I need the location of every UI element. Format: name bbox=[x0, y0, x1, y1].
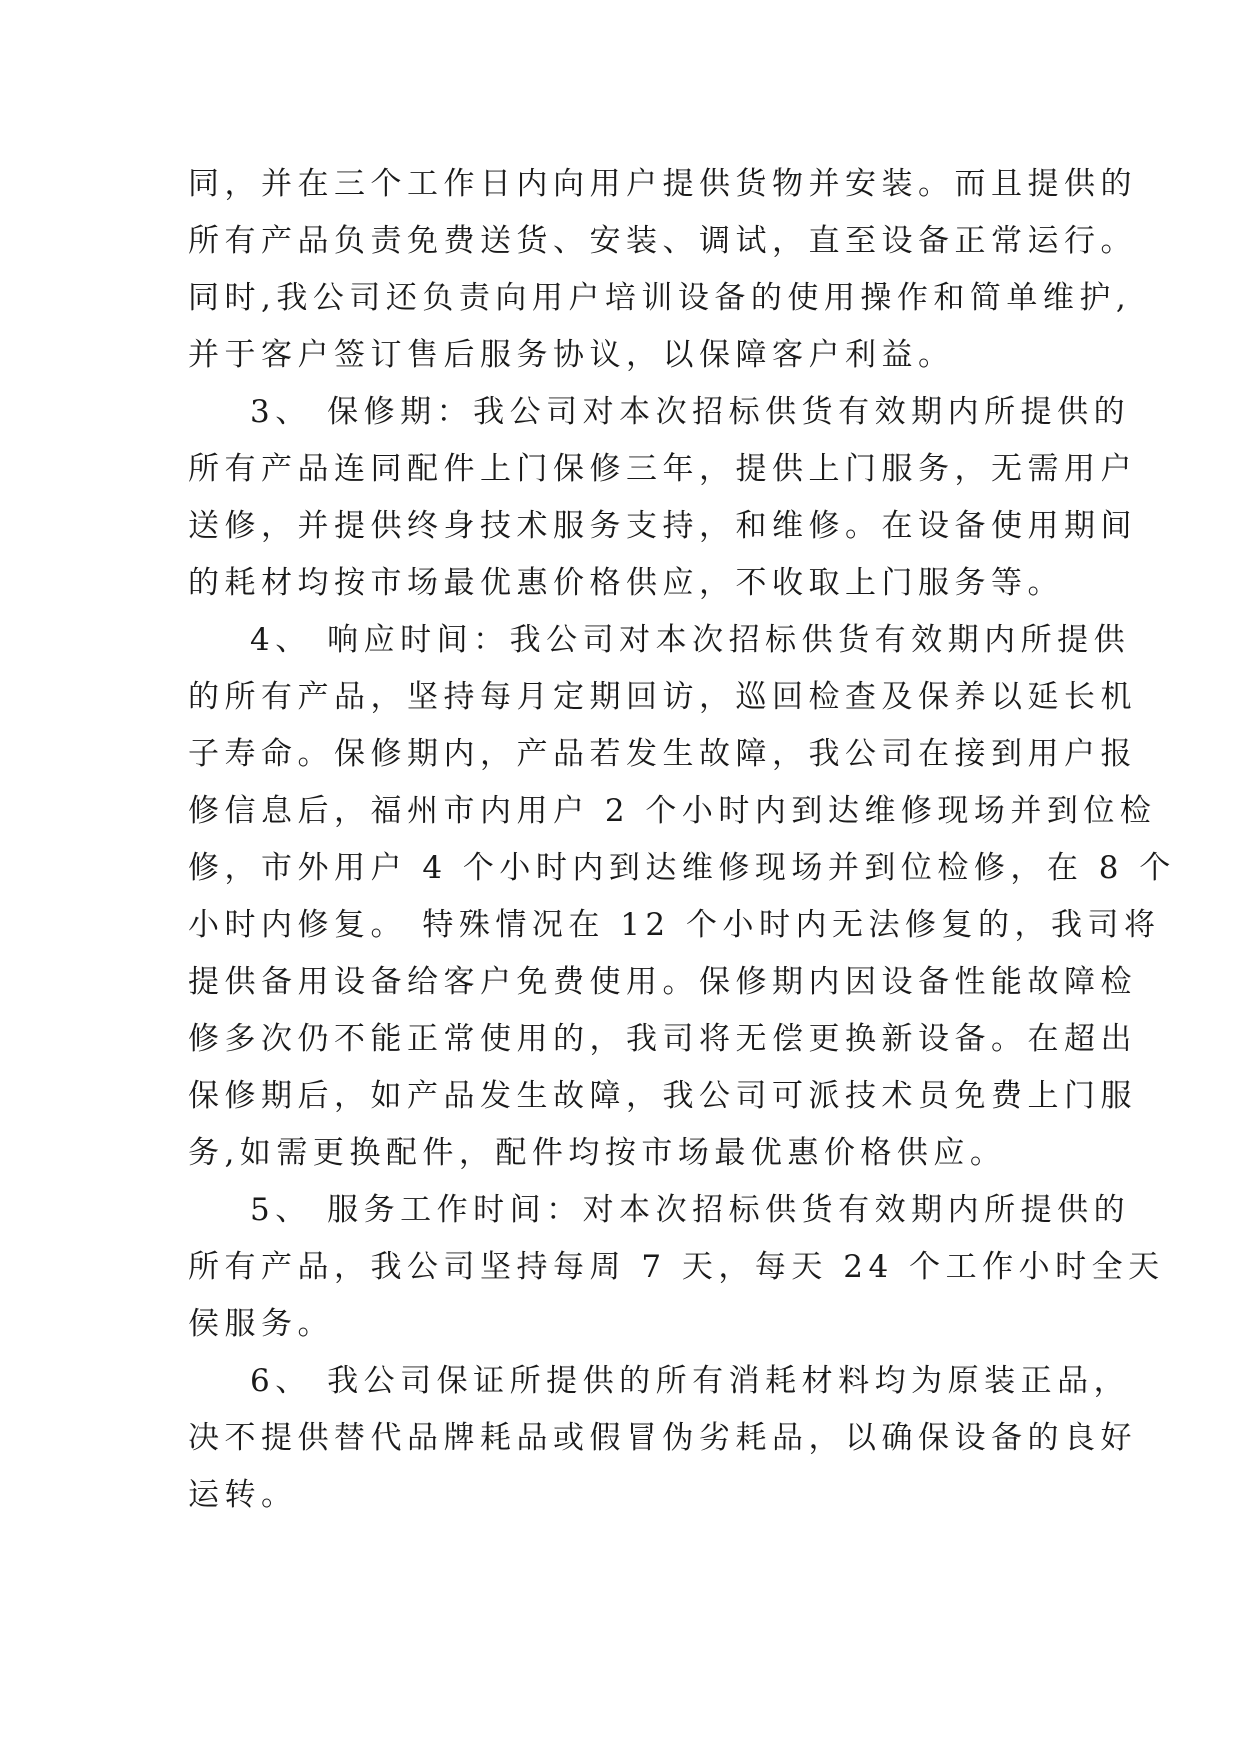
paragraph-3-heading-line: 3、 保修期：我公司对本次招标供货有效期内所提供的 bbox=[250, 394, 1131, 430]
text-line: 送修，并提供终身技术服务支持，和维修。在设备使用期间 bbox=[188, 508, 1137, 544]
text-line: 同，并在三个工作日内向用户提供货物并安装。而且提供的 bbox=[188, 166, 1137, 202]
text-line: 所有产品，我公司坚持每周 7 天，每天 24 个工作小时全天 bbox=[188, 1249, 1165, 1285]
text-line: 修多次仍不能正常使用的，我司将无偿更换新设备。在超出 bbox=[188, 1021, 1137, 1057]
text-line: 的耗材均按市场最优惠价格供应，不收取上门服务等。 bbox=[188, 565, 1064, 601]
text-line: 修，市外用户 4 个小时内到达维修现场并到位检修，在 8 个 bbox=[188, 850, 1176, 886]
text-line: 所有产品负责免费送货、安装、调试，直至设备正常运行。 bbox=[188, 223, 1137, 259]
text-line: 提供备用设备给客户免费使用。保修期内因设备性能故障检 bbox=[188, 964, 1137, 1000]
document-body bbox=[188, 156, 1176, 1524]
text-line: 务,如需更换配件，配件均按市场最优惠价格供应。 bbox=[188, 1135, 1007, 1171]
text-line: 小时内修复。 特殊情况在 12 个小时内无法修复的，我司将 bbox=[188, 907, 1161, 943]
text-line: 同时,我公司还负责向用户培训设备的使用操作和简单维护, bbox=[188, 280, 1132, 316]
text-line: 修信息后，福州市内用户 2 个小时内到达维修现场并到位检 bbox=[188, 793, 1157, 829]
text-line: 侯服务。 bbox=[188, 1306, 334, 1342]
text-line: 并于客户签订售后服务协议，以保障客户利益。 bbox=[188, 337, 955, 373]
paragraph-6-heading-line: 6、 我公司保证所提供的所有消耗材料均为原装正品， bbox=[250, 1363, 1131, 1399]
text-line: 运转。 bbox=[188, 1477, 298, 1513]
text-line: 保修期后，如产品发生故障，我公司可派技术员免费上门服 bbox=[188, 1078, 1137, 1114]
paragraph-4-heading-line: 4、 响应时间：我公司对本次招标供货有效期内所提供 bbox=[250, 622, 1131, 658]
text-line: 所有产品连同配件上门保修三年，提供上门服务，无需用户 bbox=[188, 451, 1137, 487]
text-line: 的所有产品，坚持每月定期回访，巡回检查及保养以延长机 bbox=[188, 679, 1137, 715]
paragraph-5-heading-line: 5、 服务工作时间：对本次招标供货有效期内所提供的 bbox=[250, 1192, 1131, 1228]
text-line: 子寿命。保修期内，产品若发生故障，我公司在接到用户报 bbox=[188, 736, 1137, 772]
text-line: 决不提供替代品牌耗品或假冒伪劣耗品，以确保设备的良好 bbox=[188, 1420, 1137, 1456]
